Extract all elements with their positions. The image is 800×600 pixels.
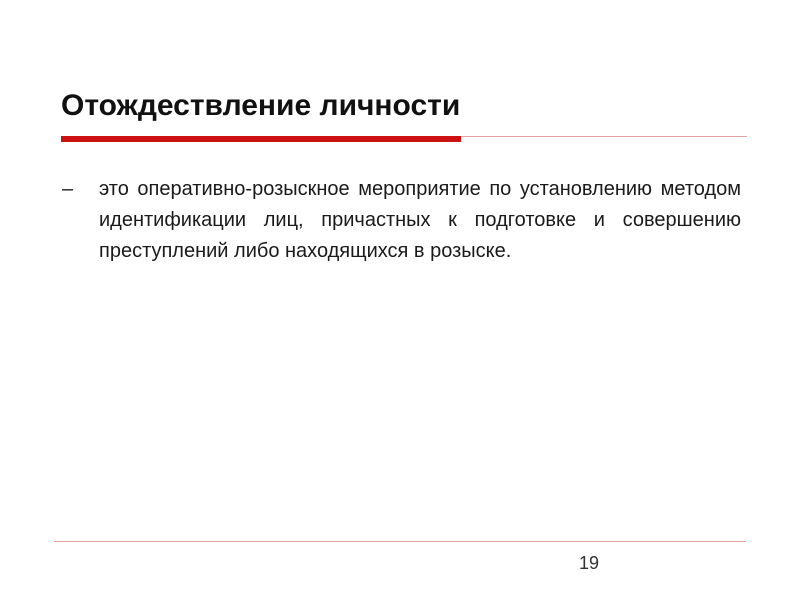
bullet-dash: –: [62, 178, 74, 200]
definition-text: это оперативно-розыскное мероприятие по установлению методом идентификации лиц, причастных к подготовке и совершению преступлений либо находящихся в розыске.: [99, 178, 741, 262]
page-number: 19: [579, 553, 600, 573]
title-underline-accent: [61, 136, 461, 142]
slide-title: Отождествление личности: [61, 89, 461, 122]
footer-divider: [54, 541, 746, 542]
